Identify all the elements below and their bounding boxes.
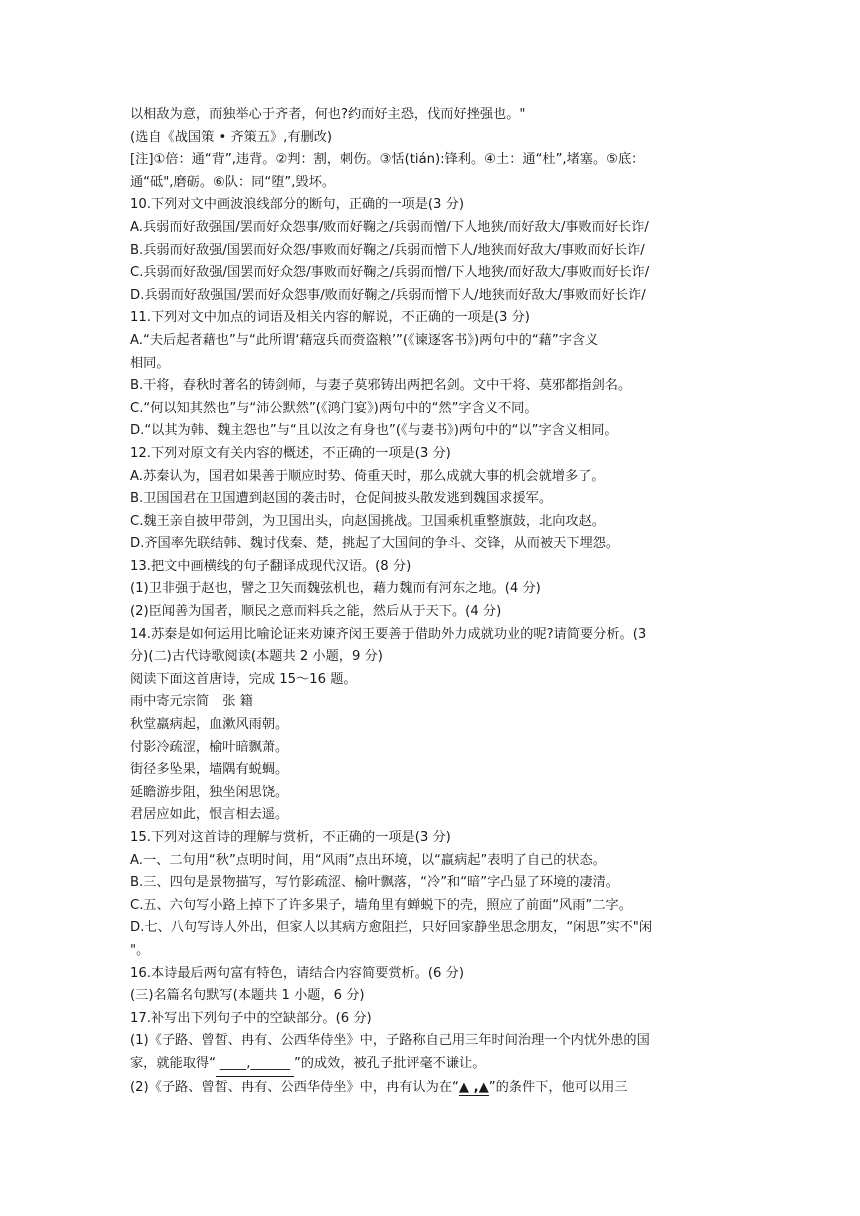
question-14: 14.苏秦是如何运用比喻论证来劝谏齐闵王要善于借助外力成就功业的呢?请简要分析。(3	[130, 626, 647, 642]
poem-line: 付影冷疏涩，榆叶暗飘萧。	[130, 739, 289, 755]
fill-item-1-continued	[130, 1053, 736, 1077]
question-13: 13.把文中画横线的句子翻译成现代汉语。(8 分)	[130, 558, 412, 574]
option-c: C.兵弱而好敌强/国罢而好众怨/事败而好鞠之/兵弱而憎/下人地狭/而好敌大/事败而好长诈/	[130, 265, 650, 281]
poem-instruction: 阅读下面这首唐诗，完成 15～16 题。	[130, 671, 357, 687]
fill-text: (2)《子路、曾皙、冉有、公西华侍坐》中，冉有认为在“	[130, 1079, 459, 1095]
triangle-placeholder-icon[interactable]: ▲	[478, 1079, 489, 1095]
option-a: A.“夫后起者藉也”与“此所谓‘藉寇兵而赍盗粮’”(《谏逐客书》)两句中的“藉”字含义	[130, 332, 599, 348]
option-a: A.一、二句用“秋”点明时间，用“风雨”点出环境，以“羸病起”表明了自己的状态。	[130, 852, 606, 868]
poem-line: 秋堂羸病起，血漱风雨朝。	[130, 717, 289, 733]
poem-line: 延瞻游步阻，独坐闲思饶。	[130, 784, 289, 800]
option-d: D.“以其为韩、魏主怨也”与“且以汝之有身也”(《与妻书》)两句中的“以”字含义相同。	[130, 423, 618, 439]
fill-item-2	[130, 1077, 736, 1100]
poem-title: 雨中寄元宗简 张 籍	[130, 694, 253, 710]
answer-blank[interactable]: ____,______	[216, 1053, 294, 1077]
option-b: B.干将，春秋时著名的铸剑师，与妻子莫邪铸出两把名剑。文中干将、莫邪都指剑名。	[130, 378, 632, 394]
option-d: D.齐国率先联结韩、魏讨伐秦、楚，挑起了大国间的争斗、交锋，从而被天下埋怨。	[130, 536, 620, 552]
source-citation: (选自《战国策 • 齐策五》,有删改)	[130, 129, 333, 145]
triangle-placeholder-icon[interactable]: ▲	[458, 1079, 469, 1095]
option-c: C.魏王亲自披甲带剑，为卫国出头，向赵国挑战。卫国乘机重整旗鼓，北向攻赵。	[130, 513, 605, 529]
blank-separator: ,	[468, 1079, 479, 1095]
section-heading-poetry: 分)(二)古代诗歌阅读(本题共 2 小题，9 分)	[130, 649, 383, 665]
option-a: A.兵弱而好敌强国/罢而好众怨事/败而好鞠之/兵弱而憎/下人地狭/而好敌大/事败而好长诈/	[130, 219, 649, 235]
translation-item-2: (2)臣闻善为国者，顺民之意而料兵之能，然后从于天下。(4 分)	[130, 604, 502, 620]
option-c: C.“何以知其然也”与“沛公默然”(《鸿门宴》)两句中的“然”字含义不同。	[130, 400, 538, 416]
question-11: 11.下列对文中加点的词语及相关内容的解说，不正确的一项是(3 分)	[130, 310, 530, 326]
question-17: 17.补写出下列句子中的空缺部分。(6 分)	[130, 1010, 372, 1026]
document-page	[130, 104, 736, 1099]
fill-item-1: (1)《子路、曾皙、冉有、公西华侍坐》中，子路称自己用三年时间治理一个内忧外患的国	[130, 1033, 650, 1049]
option-d: D.七、八句写诗人外出，但家人以其病方愈阻拦，只好回家静坐思念朋友，“闲思”实不"闲	[130, 920, 653, 936]
question-16: 16.本诗最后两句富有特色，请结合内容简要赏析。(6 分)	[130, 965, 464, 981]
option-c: C.五、六句写小路上掉下了许多果子，墙角里有蝉蜕下的壳，照应了前面“风雨”二字。	[130, 897, 632, 913]
poem-line: 君居应如此，恨言相去遥。	[130, 807, 289, 823]
option-b: B.卫国国君在卫国遭到赵国的袭击时，仓促间披头散发逃到魏国求援军。	[130, 491, 553, 507]
option-b: B.三、四句是景物描写，写竹影疏涩、榆叶飘落，“冷”和“暗”字凸显了环境的凄清。	[130, 875, 619, 891]
passage-line: 以相敌为意，而独举心于齐者，何也?约而好主恐，伐而好挫强也。"	[130, 107, 526, 122]
question-12: 12.下列对原文有关内容的概述，不正确的一项是(3 分)	[130, 445, 451, 461]
fill-text: 家，就能取得“	[130, 1055, 216, 1071]
fill-text: ”的成效，被孔子批评毫不谦让。	[293, 1055, 486, 1071]
section-heading-recitation: (三)名篇名句默写(本题共 1 小题，6 分)	[130, 988, 365, 1004]
option-d-continued: "。	[130, 942, 150, 958]
fill-text: ”的条件下，他可以用三	[488, 1079, 628, 1095]
option-a-continued: 相同。	[130, 355, 170, 371]
poem-line: 街径多坠果，墙隅有蜕蜩。	[130, 762, 289, 778]
option-b: B.兵弱而好敌强/国罢而好众怨/事败而好鞠之/兵弱而憎下人/地狭而好敌大/事败而好长诈/	[130, 242, 645, 258]
question-10: 10.下列对文中画波浪线部分的断句，正确的一项是(3 分)	[130, 197, 464, 213]
annotation-note: [注]①倍：通“背”,违背。②判：割，刺伤。③恬(tián):锋利。④土：通“杜”,堵塞。⑤底：	[130, 152, 645, 168]
translation-item-1: (1)卫非强于赵也，譬之卫矢而魏弦机也，藉力魏而有河东之地。(4 分)	[130, 581, 541, 597]
option-d: D.兵弱而好敌强国/罢而好众怨事/败而好鞠之/兵弱而憎下人/地狭而好敌大/事败而好长诈/	[130, 287, 646, 303]
option-a: A.苏秦认为，国君如果善于顺应时势、倚重天时，那么成就大事的机会就增多了。	[130, 468, 605, 484]
question-15: 15.下列对这首诗的理解与赏析，不正确的一项是(3 分)	[130, 830, 451, 845]
annotation-note: 通“砥",磨砺。⑥队：同“堕”,毁坏。	[130, 174, 336, 190]
